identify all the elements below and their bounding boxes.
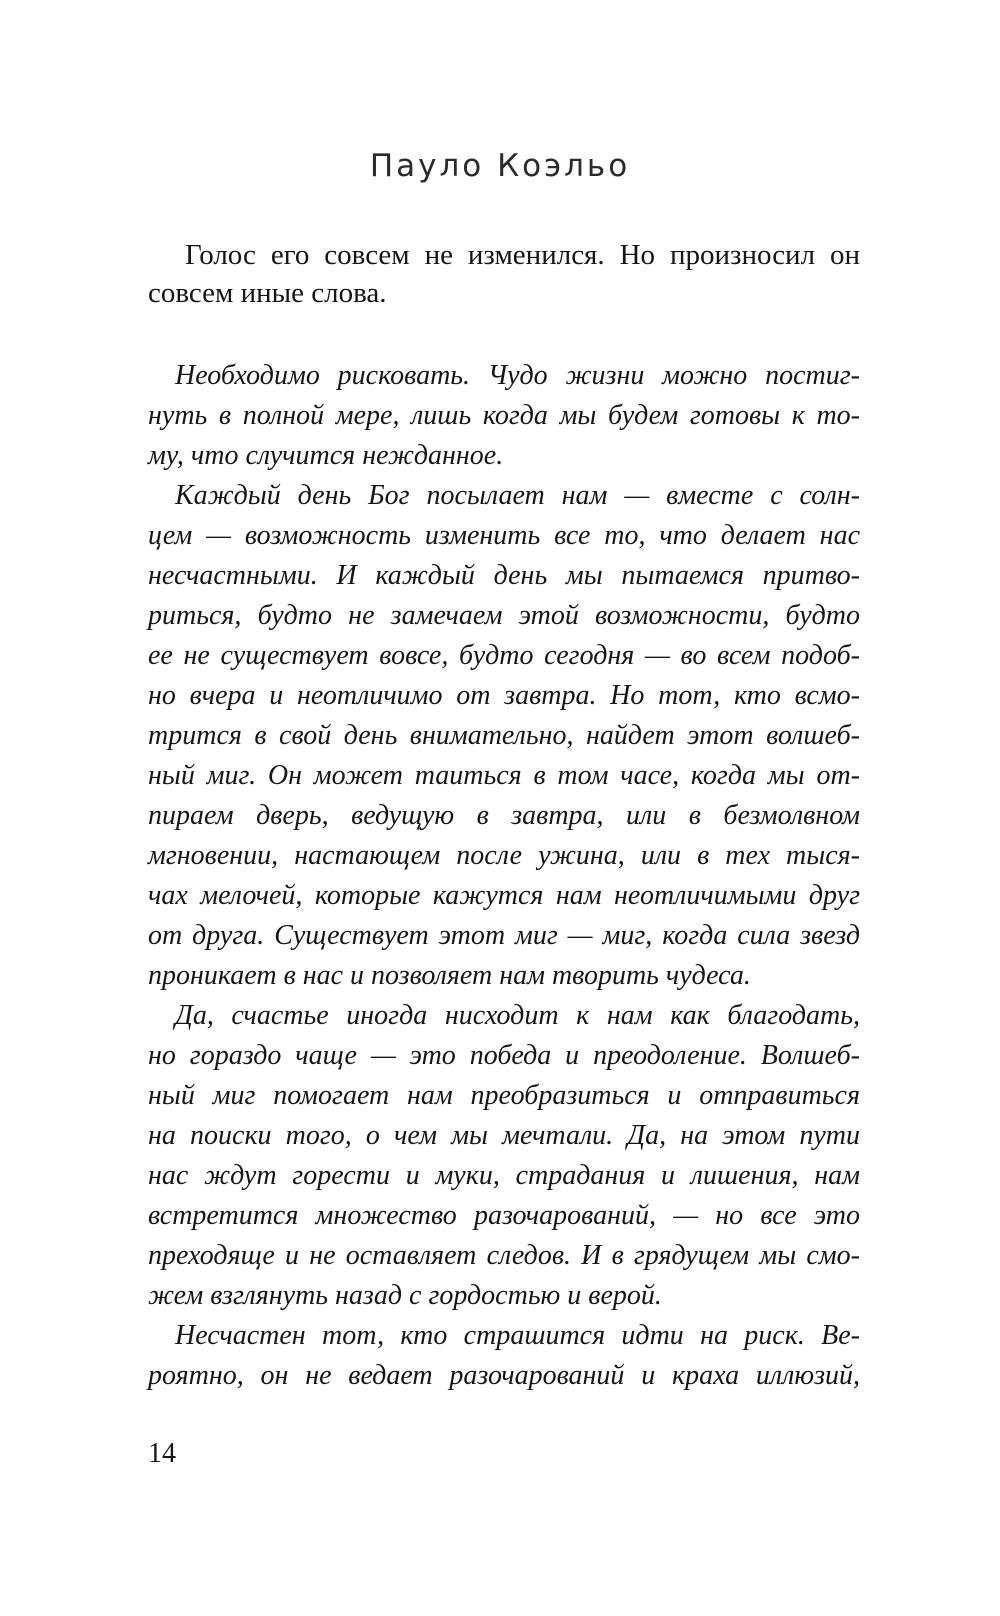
paragraph — [148, 1316, 860, 1396]
text-line: но вчера и неотличимо от завтра. Но тот, кто всмо- — [148, 680, 860, 711]
paragraph — [148, 236, 860, 312]
text-line: роятно, он не ведает разочарований и краха иллюзий, — [148, 1360, 860, 1391]
text-line: Несчастен тот, кто страшится идти на риск. Ве- — [175, 1320, 860, 1351]
text-block — [148, 236, 860, 1396]
text-line: пираем дверь, ведущую в завтра, или в безмолвном — [148, 800, 860, 831]
page-number: 14 — [148, 1438, 176, 1469]
text-line: проникает в нас и позволяет нам творить чудеса. — [148, 960, 751, 991]
text-line: ный миг. Он может таиться в том часе, когда мы от- — [148, 760, 860, 791]
text-line: Каждый день Бог посылает нам — вместе с солн- — [175, 480, 860, 511]
text-line: риться, будто не замечаем этой возможности, будто — [148, 600, 860, 631]
text-line: Необходимо рисковать. Чудо жизни можно постиг- — [175, 360, 860, 391]
text-line: нуть в полной мере, лишь когда мы будем готовы к то- — [148, 400, 860, 431]
text-line: цем — возможность изменить все то, что делает нас — [148, 520, 860, 551]
text-line: ее не существует вовсе, будто сегодня — во всем подоб- — [148, 640, 860, 671]
author-heading: Пауло Коэльо — [369, 148, 631, 184]
text-line: на поиски того, о чем мы мечтали. Да, на этом пути — [148, 1120, 860, 1151]
paragraph — [148, 996, 860, 1316]
text-line: но гораздо чаще — это победа и преодоление. Волшеб- — [148, 1040, 860, 1071]
text-line: совсем иные слова. — [148, 277, 387, 309]
text-line: преходяще и не оставляет следов. И в грядущем мы смо- — [148, 1240, 860, 1271]
text-line: му, что случится нежданное. — [148, 440, 504, 471]
text-line: мгновении, настающем после ужина, или в тех тыся- — [148, 840, 860, 871]
paragraph — [148, 356, 860, 476]
text-line: встретится множество разочарований, — но все это — [148, 1200, 860, 1231]
text-line: несчастными. И каждый день мы пытаемся притво- — [148, 560, 860, 591]
text-line: чах мелочей, которые кажутся нам неотличимыми друг — [148, 880, 860, 911]
text-line: Голос его совсем не изменился. Но произносил он — [185, 239, 860, 271]
text-line: Да, счастье иногда нисходит к нам как благодать, — [175, 1000, 860, 1031]
text-line: ный миг помогает нам преобразиться и отправиться — [148, 1080, 860, 1111]
text-line: жем взглянуть назад с гордостью и верой. — [148, 1280, 662, 1311]
paragraph — [148, 476, 860, 996]
text-line: нас ждут горести и муки, страдания и лишения, нам — [148, 1160, 860, 1191]
text-line: трится в свой день внимательно, найдет этот волшеб- — [148, 720, 860, 751]
text-line: от друга. Существует этот миг — миг, когда сила звезд — [148, 920, 860, 951]
